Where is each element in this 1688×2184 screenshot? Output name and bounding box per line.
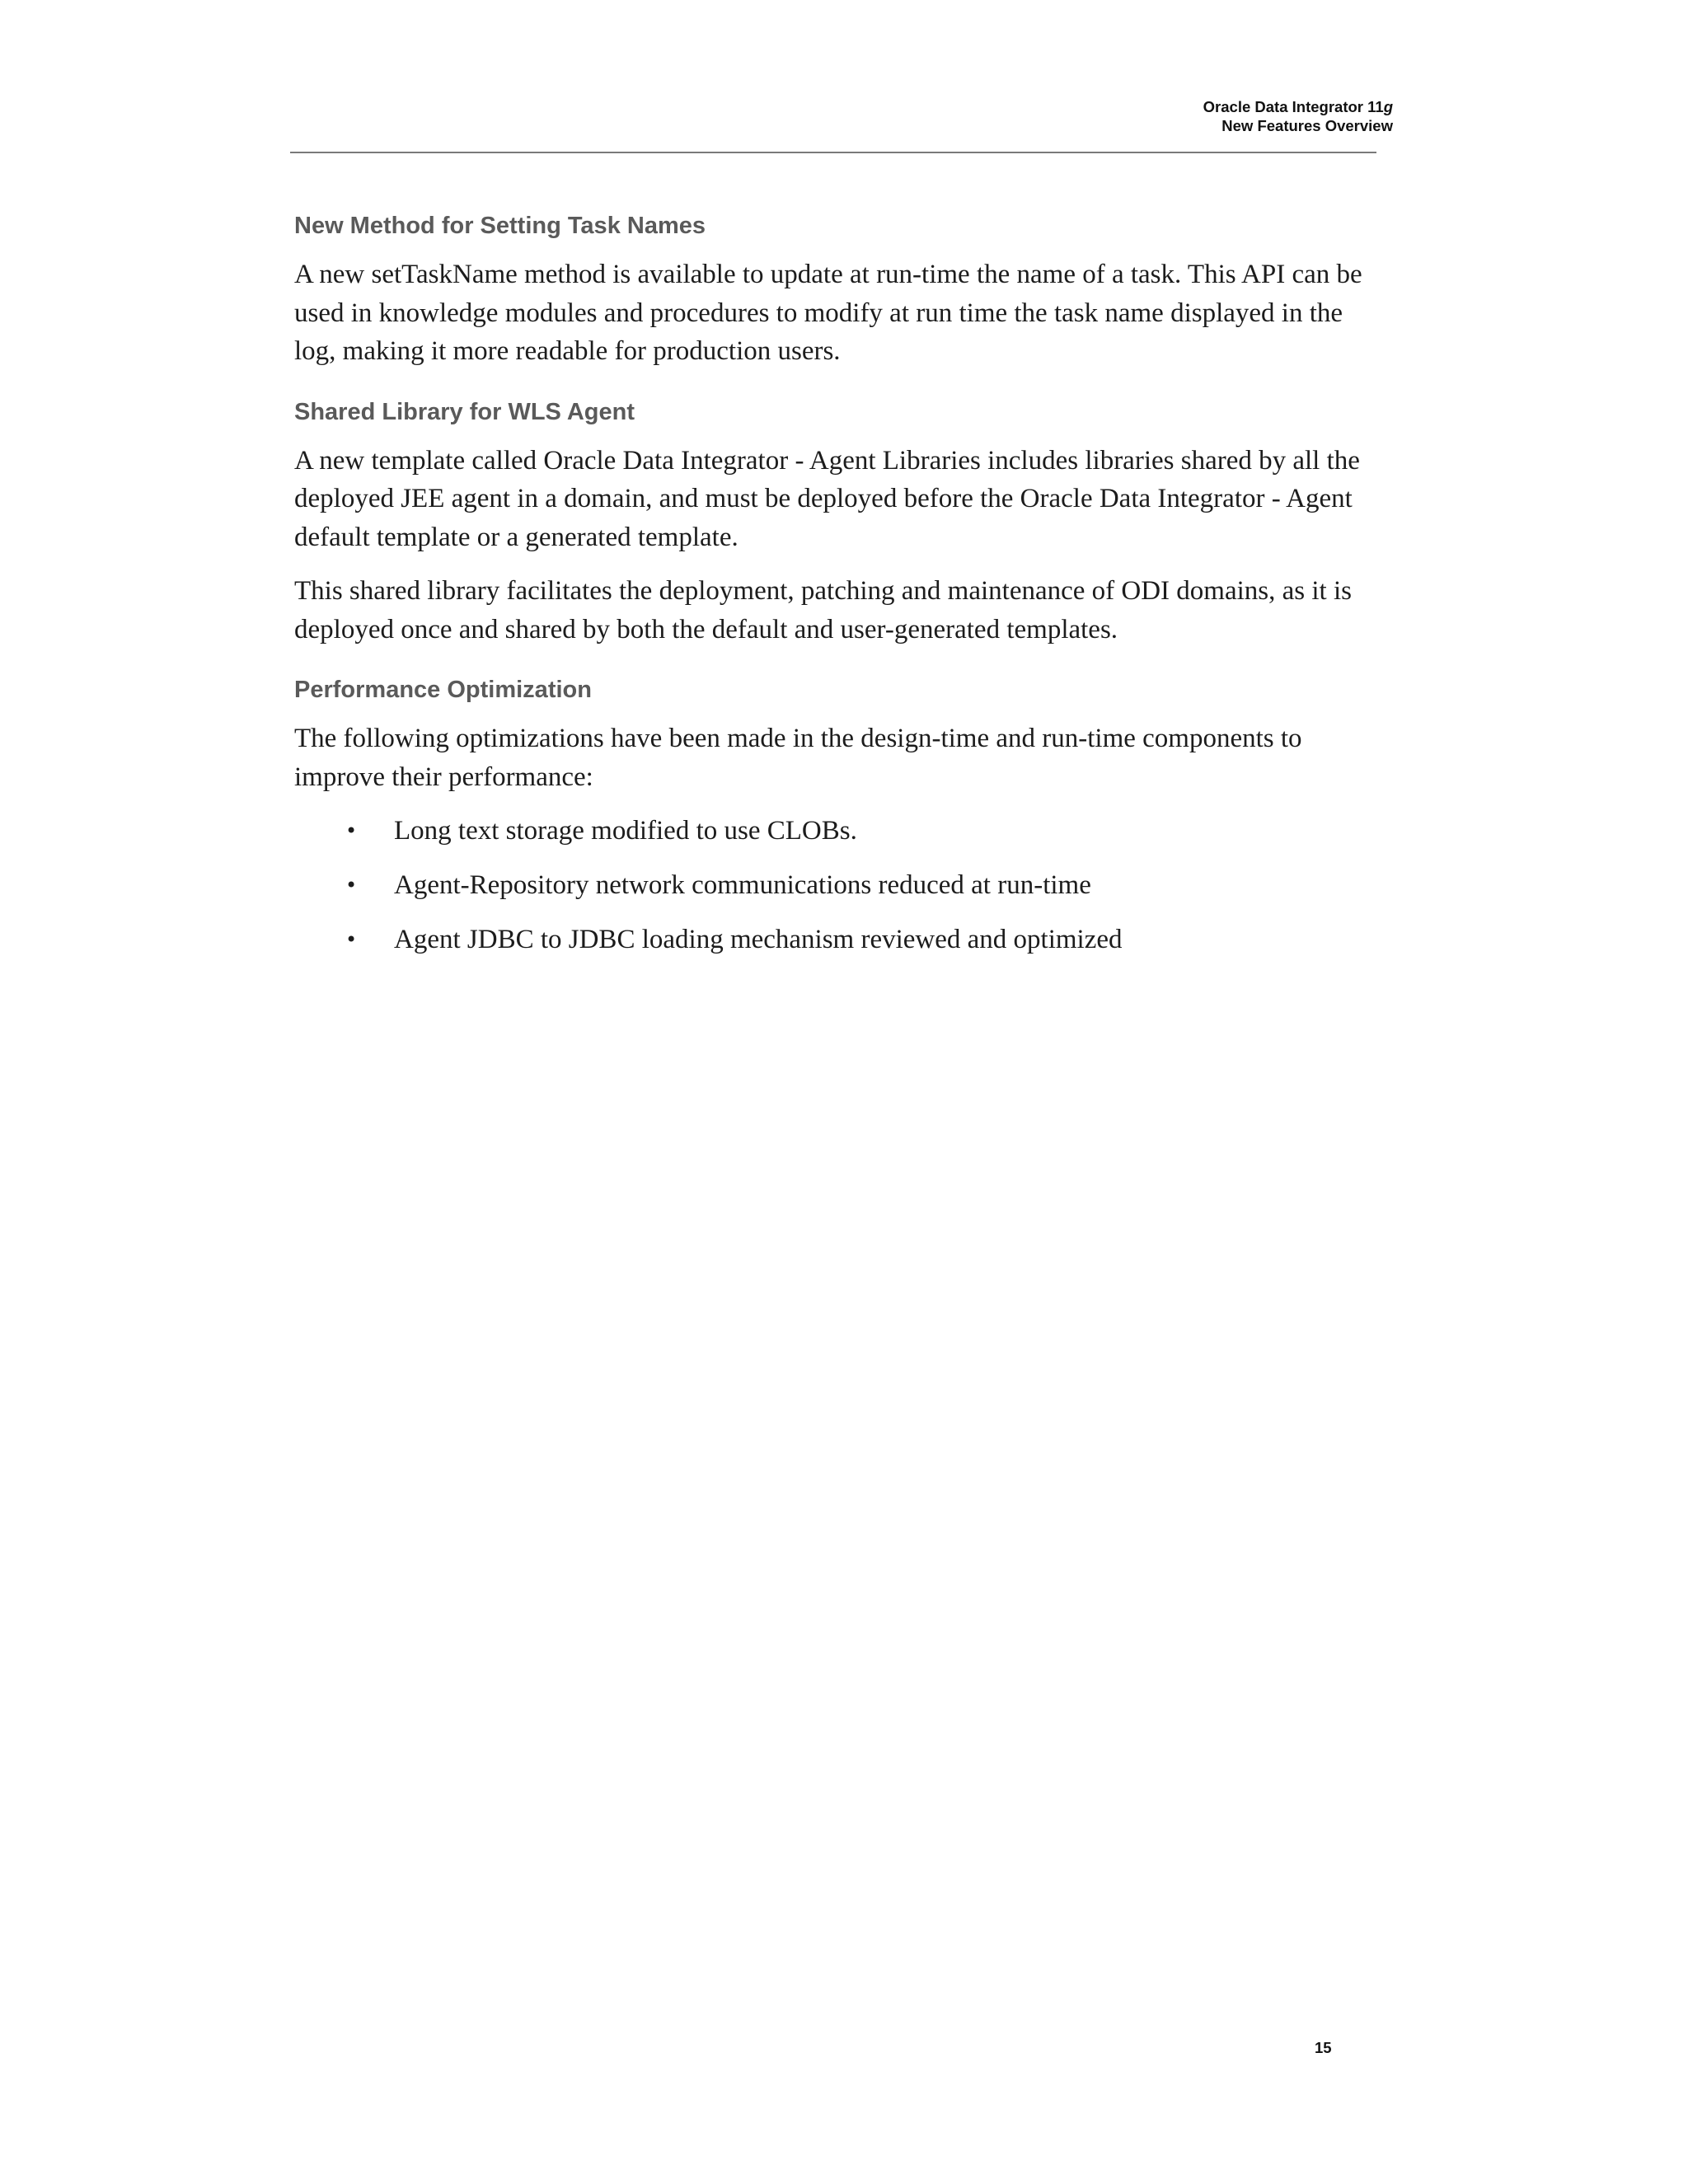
section-paragraph: The following optimizations have been made in the design-time and run-time components to improve their performance: [294, 724, 1302, 792]
list-item-text: Agent-Repository network communications reduced at run-time [394, 870, 1091, 900]
bullet-icon: • [345, 819, 358, 842]
bullet-list [294, 812, 1381, 958]
section-paragraph: A new setTaskName method is available to update at run-time the name of a task. This API can be used in knowledge modules and procedures to modify at run time the task name displayed in the log, making it more readable for production users. [294, 260, 1362, 366]
page-header [1203, 97, 1393, 135]
header-divider [290, 152, 1376, 153]
list-item [294, 921, 1381, 958]
page-number: 15 [1315, 2039, 1332, 2056]
section-shared-library [294, 397, 1381, 649]
section-performance [294, 675, 1381, 958]
section-heading: Shared Library for WLS Agent [294, 398, 635, 425]
header-subtitle: New Features Overview [1221, 117, 1393, 134]
section-paragraph: A new template called Oracle Data Integrator - Agent Libraries includes libraries shared by all the deployed JEE agent in a domain, and must be deployed before the Oracle Data Integrator - Agent default template or a generated template. [294, 445, 1360, 552]
header-title-text: Oracle Data Integrator 11 [1203, 98, 1384, 115]
header-title-italic: g [1383, 98, 1393, 115]
bullet-icon: • [345, 874, 358, 897]
list-item-text: Agent JDBC to JDBC loading mechanism reviewed and optimized [394, 925, 1123, 954]
section-heading: Performance Optimization [294, 677, 592, 703]
list-item [294, 812, 1381, 850]
section-paragraph: This shared library facilitates the deployment, patching and maintenance of ODI domains, as it is deployed once and shared by both the default and user-generated templates. [294, 576, 1352, 644]
section-heading: New Method for Setting Task Names [294, 213, 706, 239]
section-task-names [294, 211, 1381, 371]
bullet-icon: • [345, 928, 358, 951]
header-title-line [1203, 97, 1393, 116]
list-item-text: Long text storage modified to use CLOBs. [394, 816, 857, 846]
page-content [294, 211, 1381, 975]
list-item [294, 866, 1381, 904]
